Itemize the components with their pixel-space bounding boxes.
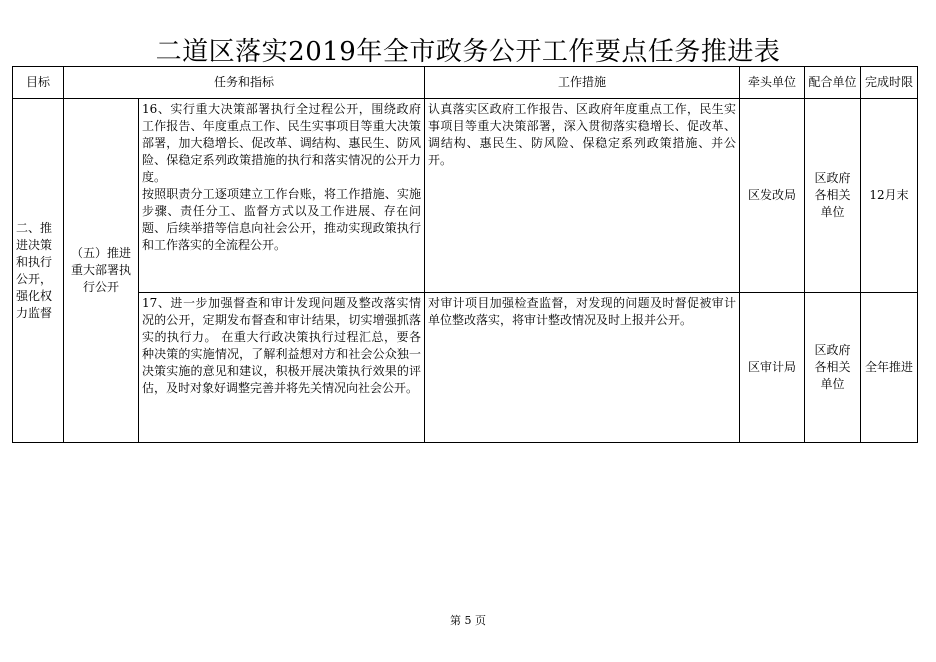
table-row <box>13 293 918 443</box>
header-deadline: 完成时限 <box>861 67 918 99</box>
header-measures: 工作措施 <box>425 67 740 99</box>
deadline-cell: 12月末 <box>861 99 918 293</box>
task-table <box>12 66 918 443</box>
coop-unit-cell: 区政府各相关单位 <box>805 99 861 293</box>
task-text: 16、实行重大决策部署执行全过程公开，围绕政府工作报告、年度重点工作、民生实事项目等重大决策部署，加大稳增长、促改革、调结构、惠民生、防风险、保稳定系列政策措施的执行和落实情况的公开力度。 <box>142 102 422 184</box>
header-goal: 目标 <box>13 67 64 99</box>
page-number: 第 5 页 <box>450 614 486 627</box>
coop-unit-cell: 区政府各相关单位 <box>805 293 861 443</box>
measure-cell: 认真落实区政府工作报告、区政府年度重点工作，民生实事项目等重大决策部署，深入贯彻落实稳增长、促改革、调结构、惠民生、防风险、保稳定系列政策措施、并公开。 <box>425 99 740 293</box>
page-title: 二道区落实2019年全市政务公开工作要点任务推进表 <box>155 37 781 67</box>
task-cell <box>139 293 425 443</box>
header-coop: 配合单位 <box>805 67 861 99</box>
task-cell <box>139 99 425 293</box>
task-text: 17、进一步加强督查和审计发现问题及整改落实情况的公开，定期发布督查和审计结果，切实增强抓落实的执行力。 在重大行政决策执行过程汇总，要各种决策的实施情况，了解利益想对方和社会公众独一决策实施的意见和建议，积极开展决策执行效果的评估，及时对象好调整完善并将先关情况向社会公开。 <box>142 296 422 395</box>
task-text: 按照职责分工逐项建立工作台账，将工作措施、实施步骤、责任分工、监督方式以及工作进展、存在问题、后续举措等信息向社会公开，推动实现政策执行和工作落实的全流程公开。 <box>142 187 422 252</box>
lead-unit-cell: 区审计局 <box>740 293 805 443</box>
table-row <box>13 99 918 293</box>
header-row <box>13 67 918 99</box>
lead-unit-cell: 区发改局 <box>740 99 805 293</box>
measure-cell: 对审计项目加强检查监督，对发现的问题及时督促被审计单位整改落实，将审计整改情况及时上报并公开。 <box>425 293 740 443</box>
goal-cell: 二、推进决策和执行公开，强化权力监督 <box>13 99 64 443</box>
deadline-cell: 全年推进 <box>861 293 918 443</box>
header-lead: 牵头单位 <box>740 67 805 99</box>
subgoal-cell: （五）推进重大部署执行公开 <box>64 99 139 443</box>
header-tasks: 任务和指标 <box>64 67 425 99</box>
